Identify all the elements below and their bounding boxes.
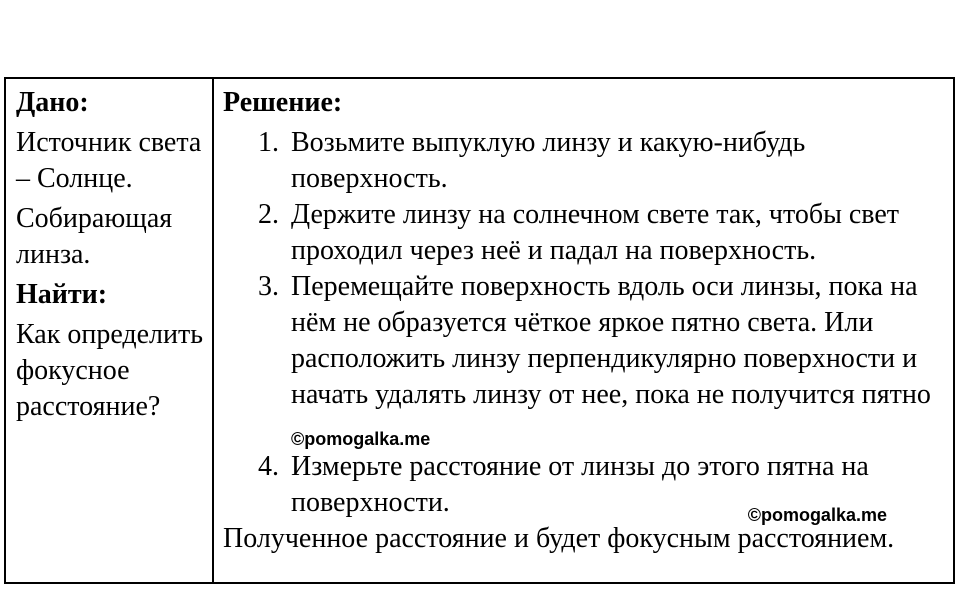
solution-step: [223, 125, 953, 197]
given-heading: Дано:: [16, 87, 89, 118]
step-text-with-watermark: [291, 269, 953, 449]
solution-step: [223, 269, 953, 449]
solution-steps: [223, 125, 953, 521]
solution-heading: Решение:: [223, 87, 343, 118]
solution-conclusion: Полученное расстояние и будет фокусным расстоянием.: [223, 523, 895, 554]
given-item-lens: Собирающая линза.: [16, 203, 173, 270]
step-number: 4.: [258, 451, 279, 482]
step-text: Возьмите выпуклую линзу и какую-нибудь поверхность.: [291, 127, 806, 194]
watermark-inline: ©pomogalka.me: [291, 429, 431, 449]
given-column: [6, 79, 214, 582]
step-number: 1.: [258, 127, 279, 158]
watermark-floating: ©pomogalka.me: [747, 505, 887, 525]
step-text: Держите линзу на солнечном свете так, чтобы свет проходил через неё и падал на поверхность.: [291, 199, 900, 266]
given-item-light-source: Источник света – Солнце.: [16, 127, 202, 194]
step-text: Измерьте расстояние от линзы до этого пятна на поверхности.: [291, 451, 869, 518]
solution-table: [4, 77, 955, 584]
step-number: 3.: [258, 271, 279, 302]
find-question: Как определить фокусное расстояние?: [16, 319, 204, 422]
step-number: 2.: [258, 199, 279, 230]
solution-step: [223, 197, 953, 269]
solution-column: [214, 79, 953, 582]
find-heading: Найти:: [16, 279, 108, 310]
step-text: Перемещайте поверхность вдоль оси линзы, пока на нём не образуется чёткое яркое пятно света. Или расположить линзу перпендикулярно поверхности и начать удалять линзу от нее, пока не получится пятно: [291, 271, 931, 410]
